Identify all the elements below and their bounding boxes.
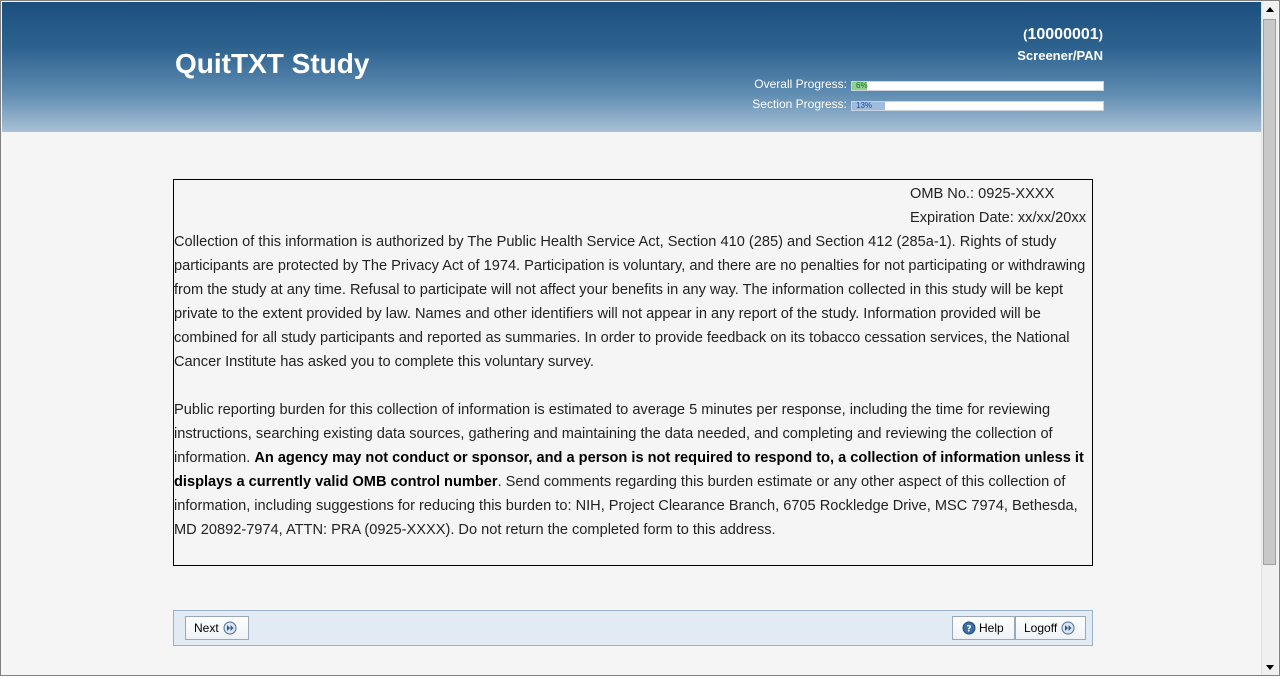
- participant-id-number: 10000001: [1027, 26, 1099, 43]
- logoff-button[interactable]: [1015, 616, 1086, 640]
- omb-expiration: Expiration Date: xx/xx/20xx: [909, 210, 1086, 226]
- help-button-label: Help: [979, 621, 1004, 635]
- notice-text: [174, 230, 1092, 542]
- section-name: Screener/PAN: [1017, 48, 1103, 63]
- app-title: QuitTXT Study: [175, 48, 370, 79]
- omb-info: [910, 182, 1086, 230]
- overall-progress-label: Overall Progress:: [754, 77, 847, 91]
- section-progress-label: Section Progress:: [752, 97, 847, 111]
- scroll-up-arrow-icon[interactable]: [1262, 2, 1278, 18]
- scrollbar-thumb[interactable]: [1263, 19, 1276, 565]
- logoff-arrow-icon: [1061, 621, 1075, 635]
- overall-progress-bar: [851, 81, 1104, 91]
- burden-paragraph: [174, 398, 1092, 542]
- omb-notice-box: [173, 179, 1093, 566]
- participant-id-open: (: [1023, 27, 1028, 42]
- svg-text:?: ?: [966, 624, 972, 635]
- page-header: [2, 2, 1263, 132]
- vertical-scrollbar[interactable]: [1261, 2, 1278, 675]
- help-icon: [962, 621, 976, 635]
- participant-id-close: ): [1098, 27, 1103, 42]
- scroll-down-arrow-icon[interactable]: [1262, 659, 1278, 675]
- button-bar: [173, 610, 1093, 646]
- section-progress-text: 13%: [856, 101, 873, 110]
- overall-progress-text: 6%: [856, 81, 868, 90]
- help-button[interactable]: [952, 616, 1015, 640]
- next-button-label: Next: [194, 621, 219, 635]
- omb-number: OMB No.: 0925-XXXX: [909, 186, 1055, 202]
- omb-control-statement: An agency may not conduct or sponsor, and a person is not required to respond to, a collection of information unless it displays a currently valid OMB control number: [174, 450, 1084, 490]
- burden-text-end: . Send comments regarding this burden estimate or any other aspect of this collection of information, including suggestions for reducing this burden to: NIH, Project Clearance Branch, 6705 Rockledge Drive, MSC 7974, Bethesda, MD 20892-7974, ATTN: PRA (0925-XXXX). Do not return the completed form to this address.: [174, 474, 1078, 538]
- participant-id: [1023, 26, 1103, 44]
- next-button[interactable]: [185, 616, 249, 640]
- next-arrow-icon: [223, 621, 237, 635]
- burden-text-start: Public reporting burden for this collection of information is estimated to average 5 minutes per response, including the time for reviewing instructions, searching existing data sources, gathering and maintaining the data needed, and completing and reviewing the collection of information.: [174, 402, 1053, 466]
- logoff-button-label: Logoff: [1024, 621, 1058, 635]
- section-progress-bar: [851, 101, 1104, 111]
- privacy-paragraph: Collection of this information is authorized by The Public Health Service Act, Section 410 (285) and Section 412 (285a-1). Rights of study participants are protected by The Privacy Act of 1974. Participation is voluntary, and there are no penalties for not participating or withdrawing from the study at any time. Refusal to participate will not affect your benefits in any way. The information collected in this study will be kept private to the extent provided by law. Names and other identifiers will not appear in any report of the study. Information provided will be combined for all study participants and reported as summaries. In order to provide feedback on its tobacco cessation services, the National Cancer Institute has asked you to complete this voluntary survey.: [174, 234, 1086, 370]
